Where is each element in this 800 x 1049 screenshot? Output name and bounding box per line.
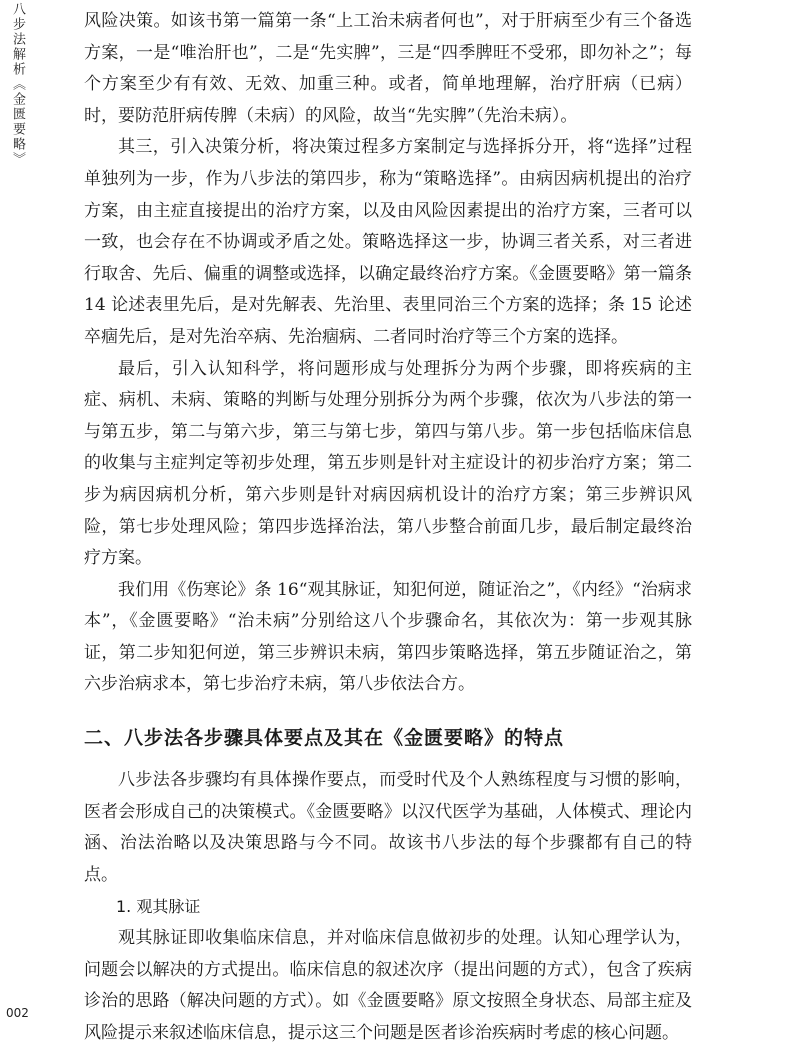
page-number: 002 [6,1006,29,1020]
subheading-step-one: 1. 观其脉证 [116,897,201,917]
paragraph-step-features: 八步法各步骤均有具体操作要点，而受时代及个人熟练程度与习惯的影响，医者会形成自己的决策模式。《金匮要略》以汉代医学为基础，人体模式、理论内涵、治法治略以及决策思路与今不同。故该书八步法的每个步骤都有自己的特点。 [84,770,692,885]
paragraph-observe-pulse: 观其脉证即收集临床信息，并对临床信息做初步的处理。认知心理学认为，问题会以解决的方式提出。临床信息的叙述次序（提出问题的方式），包含了疾病诊治的思路（解决问题的方式）。如《金匮要略》原文按照全身状态、局部主症及风险提示来叙述临床信息，提示这三个问题是医者诊治疾病时考虑的核心问题。 [84,928,692,1043]
running-head: 八步法解析《金匮要略》 [10,2,25,167]
paragraph-cognitive-science: 最后，引入认知科学，将问题形成与处理拆分为两个步骤，即将疾病的主症、病机、未病、策略的判断与处理分别拆分为两个步骤，依次为八步法的第一与第五步，第二与第六步，第三与第七步，第四与第八步。第一步包括临床信息的收集与主症判定等初步处理，第五步则是针对主症设计的初步治疗方案；第二步为病因病机分析，第六步则是针对病因病机设计的治疗方案；第三步辨识风险，第七步处理风险；第四步选择治法，第八步整合前面几步，最后制定最终治疗方案。 [84,358,692,569]
paragraph-risk-decision: 风险决策。如该书第一篇第一条“上工治未病者何也”，对于肝病至少有三个备选方案，一是“唯治肝也”，二是“先实脾”，三是“四季脾旺不受邪，即勿补之”；每个方案至少有有效、无效、加重三种。或者，简单地理解，治疗肝病（已病）时，要防范肝病传脾（未病）的风险，故当“先实脾”（先治未病）。 [84,11,692,126]
paragraph-decision-analysis: 其三，引入决策分析，将决策过程多方案制定与选择拆分开，将“选择”过程单独列为一步，作为八步法的第四步，称为“策略选择”。由病因病机提出的治疗方案，由主症直接提出的治疗方案，以及由风险因素提出的治疗方案，三者可以一致，也会存在不协调或矛盾之处。策略选择这一步，协调三者关系，对三者进行取舍、先后、偏重的调整或选择，以确定最终治疗方案。《金匮要略》第一篇条 14 论述表里先后，是对先解表、先治里、表里同治三个方案的选择；条 15 论述卒痼先后，是对先治卒病、先治痼病、二者同时治疗等三个方案的选择。 [84,137,692,347]
section-heading: 二、八步法各步骤具体要点及其在《金匮要略》的特点 [84,727,565,750]
paragraph-step-naming: 我们用《伤寒论》条 16“观其脉证，知犯何逆，随证治之”，《内经》“治病求本”，《金匮要略》“治未病”分别给这八个步骤命名，其依次为：第一步观其脉证，第二步知犯何逆，第三步辨识未病，第四步策略选择，第五步随证治之，第六步治病求本，第七步治疗未病，第八步依法合方。 [84,579,692,695]
page-body [84,6,692,1049]
